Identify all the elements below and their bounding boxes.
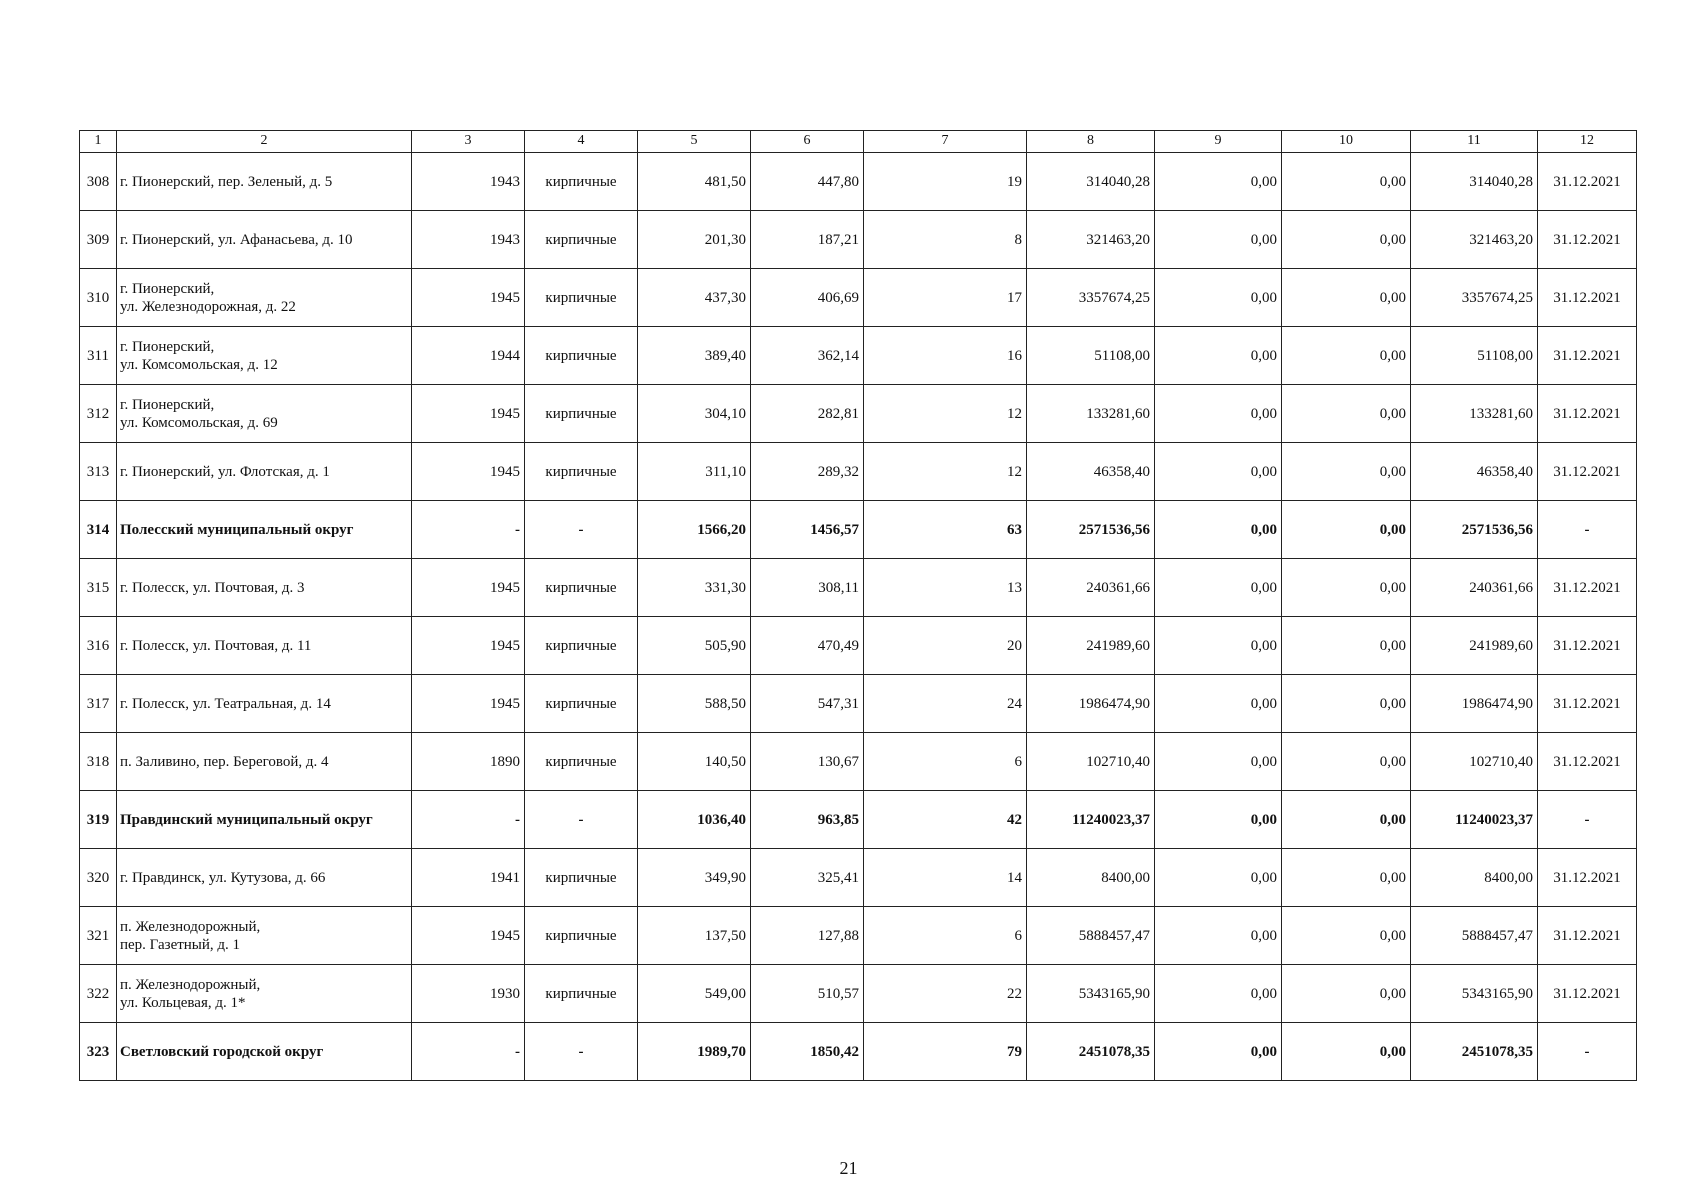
wall-material-cell: -	[525, 501, 638, 559]
col6-value-cell: 547,31	[751, 675, 864, 733]
col6-value-cell: 187,21	[751, 211, 864, 269]
col7-value-cell: 79	[864, 1023, 1027, 1081]
table-row	[80, 849, 1637, 907]
col11-value-cell: 133281,60	[1411, 385, 1538, 443]
deadline-date-cell: 31.12.2021	[1538, 849, 1637, 907]
col7-value-cell: 17	[864, 269, 1027, 327]
col8-value-cell: 321463,20	[1027, 211, 1155, 269]
address-cell	[117, 559, 412, 617]
col6-value-cell: 127,88	[751, 907, 864, 965]
address-cell	[117, 501, 412, 559]
col8-value-cell: 46358,40	[1027, 443, 1155, 501]
col11-value-cell: 46358,40	[1411, 443, 1538, 501]
year-built-cell: 1930	[412, 965, 525, 1023]
col11-value-cell: 3357674,25	[1411, 269, 1538, 327]
column-number-header: 1	[80, 131, 117, 153]
col5-value-cell: 140,50	[638, 733, 751, 791]
col5-value-cell: 331,30	[638, 559, 751, 617]
col9-value-cell: 0,00	[1155, 385, 1282, 443]
col7-value-cell: 6	[864, 733, 1027, 791]
col6-value-cell: 963,85	[751, 791, 864, 849]
col6-value-cell: 470,49	[751, 617, 864, 675]
year-built-cell: -	[412, 501, 525, 559]
col9-value-cell: 0,00	[1155, 327, 1282, 385]
col10-value-cell: 0,00	[1282, 849, 1411, 907]
deadline-date-cell: -	[1538, 1023, 1637, 1081]
address-line: пер. Газетный, д. 1	[120, 936, 241, 953]
col5-value-cell: 311,10	[638, 443, 751, 501]
address-cell	[117, 153, 412, 211]
table-body	[80, 131, 1637, 1081]
address-cell	[117, 1023, 412, 1081]
table-row	[80, 675, 1637, 733]
col11-value-cell: 321463,20	[1411, 211, 1538, 269]
row-number-cell: 321	[80, 907, 117, 965]
col11-value-cell: 5343165,90	[1411, 965, 1538, 1023]
col9-value-cell: 0,00	[1155, 153, 1282, 211]
address-line: п. Железнодорожный,	[120, 976, 261, 993]
table-row	[80, 385, 1637, 443]
address-cell	[117, 849, 412, 907]
address-line: г. Пионерский, ул. Афанасьева, д. 10	[120, 231, 353, 248]
col9-value-cell: 0,00	[1155, 791, 1282, 849]
table-row	[80, 617, 1637, 675]
col8-value-cell: 314040,28	[1027, 153, 1155, 211]
col8-value-cell: 133281,60	[1027, 385, 1155, 443]
address-line: п. Заливино, пер. Береговой, д. 4	[120, 753, 329, 770]
col6-value-cell: 282,81	[751, 385, 864, 443]
col7-value-cell: 24	[864, 675, 1027, 733]
column-number-header: 8	[1027, 131, 1155, 153]
col7-value-cell: 6	[864, 907, 1027, 965]
year-built-cell: 1944	[412, 327, 525, 385]
col10-value-cell: 0,00	[1282, 559, 1411, 617]
col10-value-cell: 0,00	[1282, 501, 1411, 559]
col10-value-cell: 0,00	[1282, 153, 1411, 211]
col10-value-cell: 0,00	[1282, 269, 1411, 327]
address-line: г. Пионерский, ул. Флотская, д. 1	[120, 463, 330, 480]
col6-value-cell: 308,11	[751, 559, 864, 617]
col11-value-cell: 2571536,56	[1411, 501, 1538, 559]
year-built-cell: 1945	[412, 385, 525, 443]
wall-material-cell: кирпичные	[525, 733, 638, 791]
col8-value-cell: 2451078,35	[1027, 1023, 1155, 1081]
row-number-cell: 316	[80, 617, 117, 675]
column-number-header: 6	[751, 131, 864, 153]
table-row	[80, 965, 1637, 1023]
col5-value-cell: 1989,70	[638, 1023, 751, 1081]
col7-value-cell: 12	[864, 385, 1027, 443]
col11-value-cell: 240361,66	[1411, 559, 1538, 617]
wall-material-cell: кирпичные	[525, 965, 638, 1023]
row-number-cell: 320	[80, 849, 117, 907]
col9-value-cell: 0,00	[1155, 269, 1282, 327]
column-number-header: 9	[1155, 131, 1282, 153]
col7-value-cell: 8	[864, 211, 1027, 269]
address-cell	[117, 733, 412, 791]
deadline-date-cell: 31.12.2021	[1538, 385, 1637, 443]
column-number-header: 3	[412, 131, 525, 153]
column-number-header: 2	[117, 131, 412, 153]
col11-value-cell: 241989,60	[1411, 617, 1538, 675]
row-number-cell: 308	[80, 153, 117, 211]
year-built-cell: 1943	[412, 153, 525, 211]
col8-value-cell: 102710,40	[1027, 733, 1155, 791]
col5-value-cell: 349,90	[638, 849, 751, 907]
row-number-cell: 314	[80, 501, 117, 559]
year-built-cell: 1945	[412, 559, 525, 617]
col5-value-cell: 588,50	[638, 675, 751, 733]
col8-value-cell: 2571536,56	[1027, 501, 1155, 559]
col11-value-cell: 2451078,35	[1411, 1023, 1538, 1081]
col10-value-cell: 0,00	[1282, 791, 1411, 849]
table-row	[80, 153, 1637, 211]
row-number-cell: 315	[80, 559, 117, 617]
col8-value-cell: 3357674,25	[1027, 269, 1155, 327]
col7-value-cell: 22	[864, 965, 1027, 1023]
table-row	[80, 327, 1637, 385]
col5-value-cell: 481,50	[638, 153, 751, 211]
district-total-row	[80, 501, 1637, 559]
col10-value-cell: 0,00	[1282, 327, 1411, 385]
address-line: ул. Комсомольская, д. 69	[120, 414, 278, 431]
col6-value-cell: 325,41	[751, 849, 864, 907]
col11-value-cell: 11240023,37	[1411, 791, 1538, 849]
deadline-date-cell: 31.12.2021	[1538, 675, 1637, 733]
col7-value-cell: 13	[864, 559, 1027, 617]
table-row	[80, 907, 1637, 965]
address-line: п. Железнодорожный,	[120, 918, 261, 935]
year-built-cell: 1890	[412, 733, 525, 791]
district-total-row	[80, 791, 1637, 849]
row-number-cell: 323	[80, 1023, 117, 1081]
year-built-cell: 1943	[412, 211, 525, 269]
col5-value-cell: 1566,20	[638, 501, 751, 559]
year-built-cell: -	[412, 791, 525, 849]
col8-value-cell: 1986474,90	[1027, 675, 1155, 733]
col11-value-cell: 51108,00	[1411, 327, 1538, 385]
row-number-cell: 312	[80, 385, 117, 443]
address-line: Светловский городской округ	[120, 1043, 324, 1060]
col5-value-cell: 137,50	[638, 907, 751, 965]
column-number-header: 4	[525, 131, 638, 153]
col8-value-cell: 8400,00	[1027, 849, 1155, 907]
col9-value-cell: 0,00	[1155, 907, 1282, 965]
address-cell	[117, 443, 412, 501]
wall-material-cell: -	[525, 791, 638, 849]
wall-material-cell: кирпичные	[525, 675, 638, 733]
col10-value-cell: 0,00	[1282, 617, 1411, 675]
address-cell	[117, 617, 412, 675]
col9-value-cell: 0,00	[1155, 617, 1282, 675]
column-number-header: 5	[638, 131, 751, 153]
col6-value-cell: 130,67	[751, 733, 864, 791]
col9-value-cell: 0,00	[1155, 675, 1282, 733]
col8-value-cell: 240361,66	[1027, 559, 1155, 617]
address-cell	[117, 385, 412, 443]
col6-value-cell: 1456,57	[751, 501, 864, 559]
col10-value-cell: 0,00	[1282, 907, 1411, 965]
col5-value-cell: 505,90	[638, 617, 751, 675]
wall-material-cell: кирпичные	[525, 269, 638, 327]
col10-value-cell: 0,00	[1282, 443, 1411, 501]
col5-value-cell: 1036,40	[638, 791, 751, 849]
col9-value-cell: 0,00	[1155, 211, 1282, 269]
page-number: 21	[839, 1158, 858, 1178]
table-row	[80, 443, 1637, 501]
col7-value-cell: 42	[864, 791, 1027, 849]
address-line: ул. Железнодорожная, д. 22	[120, 298, 296, 315]
deadline-date-cell: 31.12.2021	[1538, 327, 1637, 385]
wall-material-cell: кирпичные	[525, 153, 638, 211]
wall-material-cell: кирпичные	[525, 559, 638, 617]
address-cell	[117, 907, 412, 965]
col7-value-cell: 63	[864, 501, 1027, 559]
district-total-row	[80, 1023, 1637, 1081]
col9-value-cell: 0,00	[1155, 501, 1282, 559]
row-number-cell: 313	[80, 443, 117, 501]
col6-value-cell: 362,14	[751, 327, 864, 385]
col8-value-cell: 11240023,37	[1027, 791, 1155, 849]
col8-value-cell: 51108,00	[1027, 327, 1155, 385]
col10-value-cell: 0,00	[1282, 1023, 1411, 1081]
deadline-date-cell: 31.12.2021	[1538, 559, 1637, 617]
col9-value-cell: 0,00	[1155, 443, 1282, 501]
col8-value-cell: 241989,60	[1027, 617, 1155, 675]
col7-value-cell: 19	[864, 153, 1027, 211]
address-cell	[117, 211, 412, 269]
col6-value-cell: 510,57	[751, 965, 864, 1023]
col9-value-cell: 0,00	[1155, 849, 1282, 907]
address-line: г. Полесск, ул. Почтовая, д. 11	[120, 637, 312, 654]
deadline-date-cell: 31.12.2021	[1538, 153, 1637, 211]
col9-value-cell: 0,00	[1155, 965, 1282, 1023]
deadline-date-cell: 31.12.2021	[1538, 733, 1637, 791]
address-line: г. Пионерский, пер. Зеленый, д. 5	[120, 173, 333, 190]
col6-value-cell: 406,69	[751, 269, 864, 327]
register-table	[79, 130, 1637, 1081]
col9-value-cell: 0,00	[1155, 1023, 1282, 1081]
col5-value-cell: 201,30	[638, 211, 751, 269]
table-row	[80, 559, 1637, 617]
wall-material-cell: кирпичные	[525, 211, 638, 269]
column-number-header: 7	[864, 131, 1027, 153]
col8-value-cell: 5888457,47	[1027, 907, 1155, 965]
col10-value-cell: 0,00	[1282, 385, 1411, 443]
deadline-date-cell: 31.12.2021	[1538, 965, 1637, 1023]
address-line: ул. Кольцевая, д. 1*	[120, 994, 246, 1011]
address-line: г. Правдинск, ул. Кутузова, д. 66	[120, 869, 326, 886]
column-number-header: 12	[1538, 131, 1637, 153]
address-line: г. Пионерский,	[120, 280, 215, 297]
address-cell	[117, 327, 412, 385]
col7-value-cell: 12	[864, 443, 1027, 501]
deadline-date-cell: -	[1538, 501, 1637, 559]
address-line: г. Пионерский,	[120, 338, 215, 355]
deadline-date-cell: 31.12.2021	[1538, 907, 1637, 965]
row-number-cell: 319	[80, 791, 117, 849]
col11-value-cell: 5888457,47	[1411, 907, 1538, 965]
year-built-cell: 1945	[412, 675, 525, 733]
year-built-cell: 1941	[412, 849, 525, 907]
col7-value-cell: 16	[864, 327, 1027, 385]
wall-material-cell: кирпичные	[525, 849, 638, 907]
col5-value-cell: 304,10	[638, 385, 751, 443]
col6-value-cell: 1850,42	[751, 1023, 864, 1081]
col8-value-cell: 5343165,90	[1027, 965, 1155, 1023]
deadline-date-cell: 31.12.2021	[1538, 443, 1637, 501]
col11-value-cell: 314040,28	[1411, 153, 1538, 211]
col7-value-cell: 20	[864, 617, 1027, 675]
wall-material-cell: кирпичные	[525, 443, 638, 501]
wall-material-cell: кирпичные	[525, 385, 638, 443]
col5-value-cell: 549,00	[638, 965, 751, 1023]
col10-value-cell: 0,00	[1282, 675, 1411, 733]
col9-value-cell: 0,00	[1155, 733, 1282, 791]
table-row	[80, 211, 1637, 269]
address-line: Правдинский муниципальный округ	[120, 811, 373, 828]
row-number-cell: 318	[80, 733, 117, 791]
address-cell	[117, 675, 412, 733]
row-number-cell: 322	[80, 965, 117, 1023]
year-built-cell: 1945	[412, 907, 525, 965]
year-built-cell: 1945	[412, 443, 525, 501]
address-line: Полесский муниципальный округ	[120, 521, 354, 538]
wall-material-cell: -	[525, 1023, 638, 1081]
address-line: ул. Комсомольская, д. 12	[120, 356, 278, 373]
col7-value-cell: 14	[864, 849, 1027, 907]
address-line: г. Полесск, ул. Почтовая, д. 3	[120, 579, 305, 596]
deadline-date-cell: 31.12.2021	[1538, 617, 1637, 675]
address-line: г. Пионерский,	[120, 396, 215, 413]
col10-value-cell: 0,00	[1282, 733, 1411, 791]
column-number-header-row	[80, 131, 1637, 153]
col6-value-cell: 447,80	[751, 153, 864, 211]
col9-value-cell: 0,00	[1155, 559, 1282, 617]
address-cell	[117, 269, 412, 327]
column-number-header: 10	[1282, 131, 1411, 153]
col10-value-cell: 0,00	[1282, 965, 1411, 1023]
row-number-cell: 311	[80, 327, 117, 385]
year-built-cell: 1945	[412, 617, 525, 675]
col5-value-cell: 437,30	[638, 269, 751, 327]
row-number-cell: 309	[80, 211, 117, 269]
deadline-date-cell: 31.12.2021	[1538, 269, 1637, 327]
col11-value-cell: 102710,40	[1411, 733, 1538, 791]
col6-value-cell: 289,32	[751, 443, 864, 501]
col11-value-cell: 8400,00	[1411, 849, 1538, 907]
wall-material-cell: кирпичные	[525, 907, 638, 965]
table-row	[80, 733, 1637, 791]
address-line: г. Полесск, ул. Театральная, д. 14	[120, 695, 331, 712]
year-built-cell: 1945	[412, 269, 525, 327]
col10-value-cell: 0,00	[1282, 211, 1411, 269]
year-built-cell: -	[412, 1023, 525, 1081]
table-row	[80, 269, 1637, 327]
wall-material-cell: кирпичные	[525, 617, 638, 675]
row-number-cell: 317	[80, 675, 117, 733]
col11-value-cell: 1986474,90	[1411, 675, 1538, 733]
row-number-cell: 310	[80, 269, 117, 327]
column-number-header: 11	[1411, 131, 1538, 153]
address-cell	[117, 965, 412, 1023]
wall-material-cell: кирпичные	[525, 327, 638, 385]
deadline-date-cell: -	[1538, 791, 1637, 849]
col5-value-cell: 389,40	[638, 327, 751, 385]
address-cell	[117, 791, 412, 849]
deadline-date-cell: 31.12.2021	[1538, 211, 1637, 269]
